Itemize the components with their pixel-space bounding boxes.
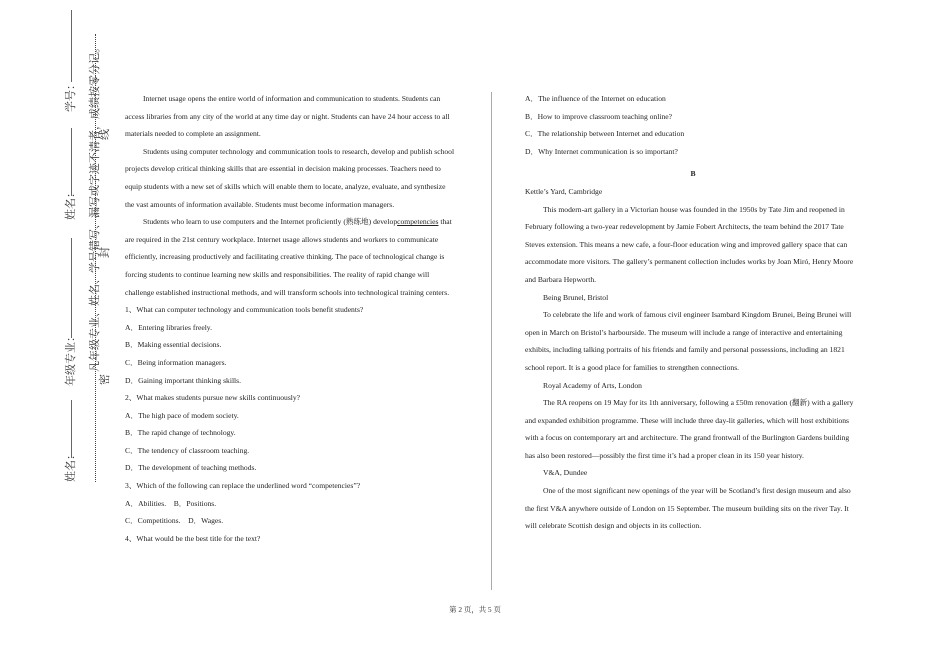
- seal-char-xian: 线: [99, 129, 111, 140]
- q3-options-ab: A．Abilities. B．Positions.: [125, 498, 217, 508]
- seal-char-feng: 封: [99, 247, 111, 258]
- gallery-heading-va-dundee: V&A, Dundee: [543, 468, 588, 478]
- q2-option-a: A．The high pace of modem society.: [125, 410, 239, 420]
- question-2: 2、What makes students pursue new skills continuously?: [125, 393, 301, 403]
- name-label: 姓名：: [65, 187, 77, 220]
- q1-option-d: D．Gaining important thinking skills.: [125, 375, 242, 385]
- grade-major-blank: [71, 238, 72, 338]
- q2-option-b: B．The rapid change of technology.: [125, 428, 236, 438]
- column-divider: [491, 92, 492, 590]
- question-1: 1、What can computer technology and communication tools benefit students?: [125, 305, 364, 315]
- gallery-heading-royal-academy: Royal Academy of Arts, London: [543, 380, 642, 390]
- q4-option-b: B．How to improve classroom teaching online?: [525, 111, 672, 121]
- question-4: 4、What would be the best title for the text?: [125, 533, 261, 543]
- gallery-paragraph-2: To celebrate the life and work of famous civil engineer Isambard Kingdom Brunei, Being Brunei will open in March on Bristol’s harbourside. The museum will include a range of interactive and entertaining exhibits, including talking portraits of his friends and family and personal possessions, including an 1821 school report. It is a good place for families to strengthen connections.: [525, 310, 852, 372]
- q1-option-a: A．Entering libraries freely.: [125, 322, 213, 332]
- gallery-paragraph-3: The RA reopens on 19 May for its 1th anniversary, following a £50m renovation (翻新) with a gallery and expanded exhibition programme. These will include three day-lit galleries, which will host exhibitions with a focus on contemporary art and architecture. The grand frontwall of the Burlington Gardens building has also been restored—possibly the first time it’s had a proper clean in its 150 year history.: [525, 398, 854, 460]
- gallery-paragraph-4: One of the most significant new openings of the year will be Scotland’s first design museum and also the first V&A anywhere outside of London on 15 September. The museum building sits on the river Tay. It will celebrate Scottish design and objects in its collection.: [525, 486, 851, 531]
- q2-option-d: D．The development of teaching methods.: [125, 463, 257, 473]
- passage-paragraph-3: [125, 213, 456, 301]
- q1-option-c: C．Being information managers.: [125, 357, 227, 367]
- name-label-2: 姓名：: [65, 449, 77, 482]
- passage-paragraph-1: Internet usage opens the entire world of information and communication to students. Students can access libraries from any city of the world at any time day or night. Students can have 24 hour access to all materials needed to complete an assignment.: [125, 94, 450, 139]
- section-heading: B: [690, 169, 696, 179]
- q4-option-c: C．The relationship between Internet and education: [525, 129, 685, 139]
- name-blank-2: [71, 400, 72, 458]
- gallery-heading-being-brunel: Being Brunel, Bristol: [543, 292, 609, 302]
- q4-option-d: D．Why Internet communication is so important?: [525, 146, 678, 156]
- binding-dotted-line: [95, 34, 96, 482]
- gallery-paragraph-1: This modern-art gallery in a Victorian house was founded in the 1950s by Tate Jim and reopened in February following a two-year redevelopment by Jamie Fobert Architects, the team behind the 2017 Tate Steves extension. This means a new cafe, a four-floor education wing and improved gallery space that can accommodate more visitors. The gallery’s permanent collection includes works by Joan Miró, Henry Moore and Barbara Hepworth.: [525, 204, 854, 284]
- binding-notice: 凡年级专业、姓名、学号错写、漏写或字迹不清者，成绩按零分记。: [89, 42, 101, 372]
- grade-major-label: 年级专业：: [65, 331, 77, 386]
- q4-option-a: A．The influence of the Internet on education: [525, 94, 666, 103]
- q3-options-cd: C．Competitions. D．Wages.: [125, 516, 224, 526]
- paragraph-3-start: Students who learn to use computers and the Internet proficiently (熟练地) develop: [143, 217, 398, 227]
- page-number-footer: 第 2 页，共 5 页: [449, 605, 501, 614]
- gallery-heading-kettles-yard: Kettle’s Yard, Cambridge: [525, 186, 603, 196]
- paragraph-3-rest: that are required in the 21st century workplace. Internet usage allows students and workers to communicate efficiently, increasing productively and facilitating creative thinking. The pace of technological change is forcing students to continue learning new skills and responsibilities. The reality of rapid change will challenge established instructional methods, and will transform schools into technological training centers.: [125, 217, 452, 297]
- student-id-label: 学号：: [65, 79, 77, 112]
- student-id-blank: [71, 10, 72, 82]
- question-3: 3、Which of the following can replace the underlined word “competencies”?: [125, 481, 361, 491]
- right-column: [525, 90, 861, 535]
- binding-margin: [0, 0, 110, 672]
- q1-option-b: B．Making essential decisions.: [125, 340, 222, 350]
- underlined-word: competencies: [397, 217, 439, 227]
- passage-paragraph-2: Students using computer technology and communication tools to research, develop and publish school projects develop critical thinking skills that are essential in decision making processes. Teachers need to equip students with a new set of skills which will enable them to locate, analyze, evaluate, and synthesize the vast amounts of information available. Students must become information managers.: [125, 146, 455, 209]
- q2-option-c: C．The tendency of classroom teaching.: [125, 445, 250, 455]
- name-blank: [71, 128, 72, 196]
- seal-char-mi: 密: [99, 374, 111, 385]
- left-column: [125, 90, 456, 547]
